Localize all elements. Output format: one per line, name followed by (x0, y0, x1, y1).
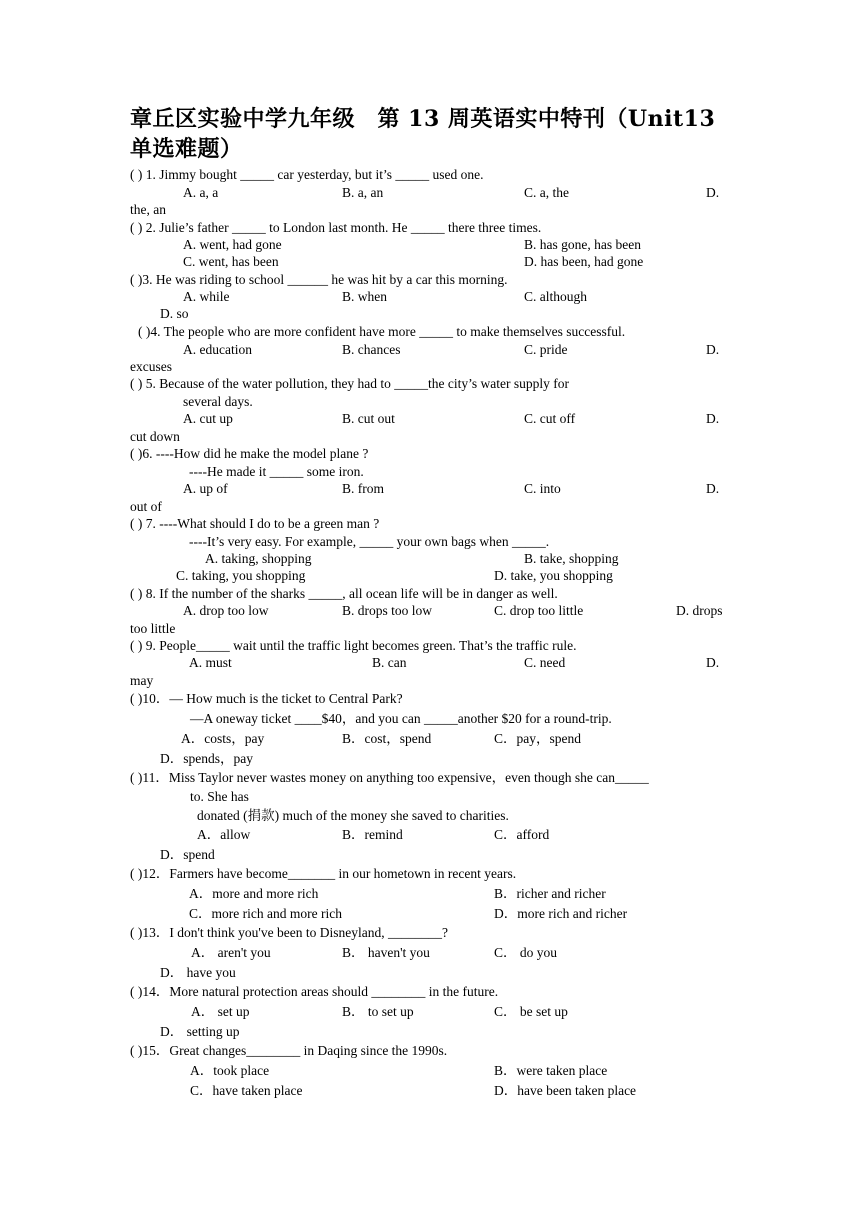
text-line: ( )12．Farmers have become_______ in our hometown in recent years. (130, 866, 517, 881)
text-line: ( ) 7. ----What should I do to be a green man ? (130, 516, 380, 531)
text-line: A. a, a (183, 185, 219, 200)
text-line: A．costs，pay (181, 731, 265, 746)
text-line: D. has been, had gone (524, 254, 644, 269)
text-line: B. has gone, has been (524, 237, 641, 252)
text-line: ( )6. ----How did he make the model plane ? (130, 446, 369, 461)
text-line: B. when (342, 289, 387, 304)
text-line: A．took place (190, 1063, 270, 1078)
text-line: B. from (342, 481, 384, 496)
text-line: out of (130, 499, 162, 514)
text-line: B． to set up (342, 1004, 414, 1019)
text-line: D. drops (676, 603, 723, 618)
text-line: ( )14．More natural protection areas should ________ in the future. (130, 984, 499, 999)
text-line: C．pay，spend (494, 731, 581, 746)
text-line: too little (130, 621, 176, 636)
text-line: A．more and more rich (189, 886, 319, 901)
text-line: A. taking, shopping (205, 551, 312, 566)
text-line: D. take, you shopping (494, 568, 613, 583)
text-line: cut down (130, 429, 180, 444)
text-line: C. taking, you shopping (176, 568, 306, 583)
text-line: C. need (524, 655, 566, 670)
text-line: C. a, the (524, 185, 569, 200)
text-line: A. went, had gone (183, 237, 282, 252)
page-title: 章丘区实验中学九年级 第 13 周英语实中特刊（Unit13 单选难题） (130, 106, 716, 162)
text-line: ----It’s very easy. For example, _____ your own bags when _____. (189, 534, 550, 549)
text-line: B. can (372, 655, 407, 670)
text-line: several days. (183, 394, 253, 409)
text-line: ( )10．— How much is the ticket to Central Park? (130, 691, 403, 706)
text-line: ( ) 9. People_____ wait until the traffic light becomes green. That’s the traffic rule. (130, 638, 577, 653)
text-line: ( ) 2. Julie’s father _____ to London last month. He _____ there three times. (130, 220, 542, 235)
text-line: ----He made it _____ some iron. (189, 464, 364, 479)
text-line: B. cut out (342, 411, 395, 426)
text-line: the, an (130, 202, 166, 217)
text-line: C. into (524, 481, 561, 496)
text-line: C. drop too little (494, 603, 584, 618)
text-line: ( )15．Great changes________ in Daqing since the 1990s. (130, 1043, 448, 1058)
text-line: C．afford (494, 827, 550, 842)
text-line: ( ) 8. If the number of the sharks _____, all ocean life will be in danger as well. (130, 586, 558, 601)
text-line: ( )13．I don't think you've been to Disneyland, ________? (130, 925, 448, 940)
text-line: B．cost，spend (342, 731, 432, 746)
text-line: D. (706, 411, 720, 426)
text-line: excuses (130, 359, 172, 374)
text-line: ( ) 1. Jimmy bought _____ car yesterday, but it’s _____ used one. (130, 167, 484, 182)
text-line: A． set up (191, 1004, 250, 1019)
text-line: ( ) 5. Because of the water pollution, they had to _____the city’s water supply for (130, 376, 570, 391)
text-line: D. (706, 185, 720, 200)
text-line: B. take, shopping (524, 551, 619, 566)
text-line: D． have you (160, 965, 236, 980)
text-line: D．more rich and richer (494, 906, 628, 921)
text-line: B. a, an (342, 185, 384, 200)
text-line: D. (706, 342, 720, 357)
text-line: ( )3. He was riding to school ______ he was hit by a car this morning. (130, 272, 508, 287)
text-line: B． haven't you (342, 945, 430, 960)
text-line: D. (706, 655, 720, 670)
text-line: A. education (183, 342, 252, 357)
text-line: A．allow (197, 827, 251, 842)
text-line: may (130, 673, 154, 688)
text-line: B. drops too low (342, 603, 433, 618)
text-line: donated (捐款) much of the money she saved to charities. (197, 808, 509, 823)
text-line: D．have been taken place (494, 1083, 637, 1098)
text-line: C. although (524, 289, 587, 304)
text-line: C. pride (524, 342, 568, 357)
text-line: A. while (183, 289, 230, 304)
text-line: B．richer and richer (494, 886, 606, 901)
text-line: —A oneway ticket ____$40，and you can _____another $20 for a round-trip. (190, 711, 612, 726)
text-line: C． do you (494, 945, 558, 960)
text-line: to. She has (190, 789, 249, 804)
text-line: C．more rich and more rich (189, 906, 342, 921)
text-line: A． aren't you (191, 945, 271, 960)
text-line: B．remind (342, 827, 403, 842)
text-line: ( )11．Miss Taylor never wastes money on anything too expensive，even though she can_____ (130, 770, 649, 785)
text-line: A. cut up (183, 411, 233, 426)
text-line: A. must (189, 655, 232, 670)
text-line: D. so (160, 306, 189, 321)
text-line: C． be set up (494, 1004, 568, 1019)
text-line: B. chances (342, 342, 401, 357)
text-line: D. (706, 481, 720, 496)
text-line: B．were taken place (494, 1063, 608, 1078)
text-line: C. cut off (524, 411, 576, 426)
text-line: A. drop too low (183, 603, 269, 618)
text-line: A. up of (183, 481, 228, 496)
text-line: D．spends，pay (160, 751, 253, 766)
text-line: C．have taken place (190, 1083, 303, 1098)
text-line: ( )4. The people who are more confident have more _____ to make themselves successful. (138, 324, 626, 339)
text-line: D． setting up (160, 1024, 240, 1039)
text-line: D．spend (160, 847, 215, 862)
text-line: C. went, has been (183, 254, 279, 269)
